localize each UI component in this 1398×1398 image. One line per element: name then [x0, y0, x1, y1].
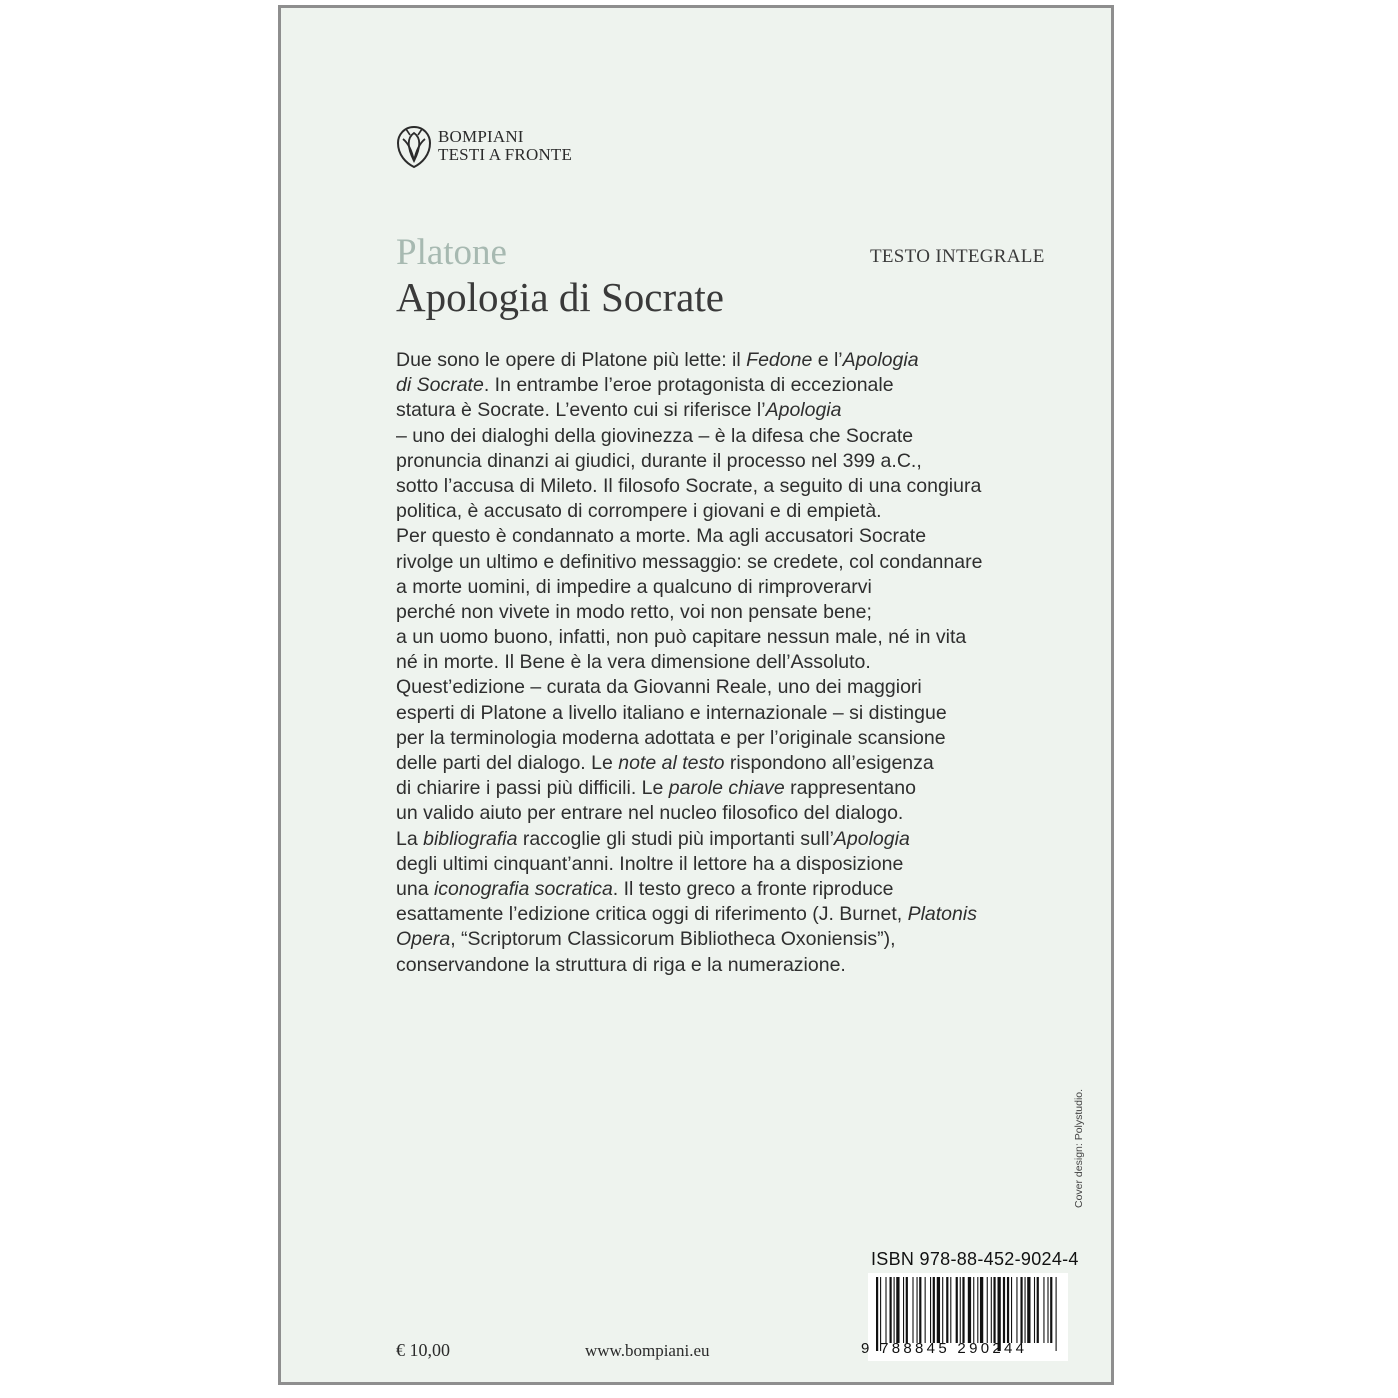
blurb-text-segment: Per questo è condannato a morte. Ma agli accusatori Socrate — [396, 525, 927, 548]
publisher-website: www.bompiani.eu — [585, 1341, 710, 1360]
blurb-text — [396, 348, 1036, 978]
barcode-bar — [894, 1277, 895, 1343]
blurb-text-segment: raccoglie gli studi più importanti sull’ — [517, 827, 834, 850]
blurb-line — [396, 701, 1036, 726]
blurb-text-segment: esattamente l’edizione critica oggi di riferimento (J. Burnet, — [396, 903, 908, 926]
blurb-italic-text: iconografia socratica — [433, 877, 613, 900]
blurb-line — [396, 524, 1036, 549]
barcode-bar — [950, 1277, 951, 1343]
blurb-italic-text: Fedone — [746, 349, 813, 371]
barcode-bar — [1027, 1277, 1030, 1343]
barcode-bar — [1016, 1277, 1017, 1343]
blurb-line — [396, 550, 1036, 575]
blurb-text-segment: di chiarire i passi più difficili. Le — [396, 777, 669, 800]
barcode-bar — [937, 1277, 940, 1343]
blurb-text-segment: una — [396, 877, 434, 900]
barcode-bar — [885, 1277, 886, 1343]
blurb-text-segment: perché non vivete in modo retto, voi non pensate bene; — [396, 600, 872, 623]
barcode-bar — [1043, 1277, 1044, 1343]
series-line-1: BOMPIANI — [438, 127, 524, 146]
blurb-text-segment: e l’ — [812, 349, 843, 371]
blurb-text-segment: delle parti del dialogo. Le — [396, 752, 619, 774]
blurb-text-segment: conservandone la struttura di riga e la numerazione. — [396, 953, 846, 976]
blurb-line — [396, 625, 1036, 650]
barcode-bar — [968, 1277, 971, 1343]
barcode-bar — [942, 1277, 943, 1343]
blurb-line — [396, 877, 1036, 902]
barcode-bar — [1025, 1277, 1026, 1343]
barcode-bar — [1011, 1277, 1012, 1343]
blurb-text-segment: politica, è accusato di corrompere i giovani e di empietà. — [396, 500, 882, 523]
blurb-line — [396, 600, 1036, 625]
barcode-bar — [977, 1277, 978, 1343]
blurb-italic-text: di Socrate — [396, 374, 484, 397]
blurb-line — [396, 953, 1036, 978]
blurb-line — [396, 499, 1036, 524]
blurb-text-segment: Due sono le opere di Platone più lette: il — [396, 349, 747, 371]
blurb-italic-text: Apologia — [833, 827, 910, 850]
blurb-text-segment: rispondono all’esigenza — [724, 752, 934, 774]
barcode-bar — [917, 1277, 918, 1343]
barcode-bar — [973, 1277, 974, 1343]
barcode-bar — [962, 1277, 964, 1343]
book-title: Apologia di Socrate — [396, 274, 724, 320]
blurb-text-segment: per la terminologia moderna adottata e per l’originale scansione — [396, 726, 946, 749]
price: € 10,00 — [396, 1340, 450, 1360]
barcode-bar — [960, 1277, 961, 1343]
blurb-line — [396, 348, 1036, 373]
blurb-italic-text: note al testo — [618, 752, 725, 774]
blurb-line — [396, 902, 1036, 927]
barcode-bar — [925, 1277, 926, 1343]
barcode-bar — [1050, 1277, 1052, 1343]
barcode-bar — [1007, 1277, 1009, 1343]
barcode-bar — [903, 1277, 904, 1343]
blurb-line — [396, 650, 1036, 675]
blurb-line — [396, 398, 1036, 423]
bompiani-logo-icon — [394, 121, 434, 171]
blurb-text-segment: degli ultimi cinquant’anni. Inoltre il lettore ha a disposizione — [396, 852, 904, 875]
blurb-line — [396, 675, 1036, 700]
blurb-text-segment: rappresentano — [784, 777, 916, 800]
blurb-line — [396, 852, 1036, 877]
series-line-2: TESTI A FRONTE — [438, 145, 573, 164]
blurb-text-segment: . In entrambe l’eroe protagonista di eccezionale — [483, 374, 894, 397]
barcode-bar — [1047, 1277, 1048, 1343]
blurb-text-segment: statura è Socrate. L’evento cui si riferisce l’ — [396, 399, 766, 422]
blurb-line — [396, 575, 1036, 600]
blurb-line — [396, 751, 1036, 776]
blurb-text-segment: pronuncia dinanzi ai giudici, durante il processo nel 399 a.C., — [396, 449, 922, 472]
blurb-italic-text: Opera — [396, 928, 451, 951]
blurb-italic-text: Platonis — [907, 903, 977, 926]
blurb-text-segment: sotto l’accusa di Mileto. Il filosofo Socrate, a seguito di una congiura — [396, 474, 982, 497]
blurb-italic-text: Apologia — [765, 399, 842, 422]
barcode-bar — [906, 1277, 908, 1343]
barcode-bar — [896, 1277, 899, 1343]
barcode-bar — [993, 1277, 995, 1343]
barcode-bar — [1020, 1277, 1022, 1343]
blurb-line — [396, 801, 1036, 826]
book-author: Platone — [396, 232, 507, 273]
blurb-text-segment: rivolge un ultimo e definitivo messaggio: se credete, col condannare — [396, 550, 983, 573]
blurb-line — [396, 827, 1036, 852]
isbn-label: ISBN 978-88-452-9024-4 — [871, 1249, 1079, 1269]
cover-design-credit: Cover design: Polystudio. — [1073, 1088, 1085, 1208]
blurb-line — [396, 373, 1036, 398]
blurb-text-segment: La — [396, 827, 424, 850]
blurb-text-segment: a morte uomini, di impedire a qualcuno di rimproverarvi — [396, 575, 872, 598]
barcode-bar — [933, 1277, 935, 1343]
blurb-italic-text: bibliografia — [423, 827, 518, 850]
blurb-line — [396, 776, 1036, 801]
series-name — [438, 128, 572, 164]
barcode-bar — [890, 1277, 892, 1343]
blurb-italic-text: Apologia — [842, 349, 919, 371]
barcode-bar — [956, 1277, 958, 1343]
blurb-italic-text: parole chiave — [668, 777, 785, 800]
barcode-bar — [980, 1277, 983, 1343]
blurb-line — [396, 474, 1036, 499]
barcode-bar — [919, 1277, 921, 1343]
book-back-cover — [278, 5, 1114, 1385]
blurb-line — [396, 726, 1036, 751]
barcode-bar — [991, 1277, 992, 1343]
barcode-bar — [1037, 1277, 1039, 1343]
blurb-text-segment: . Il testo greco a fronte riproduce — [612, 877, 894, 900]
barcode-bar — [1056, 1277, 1057, 1351]
blurb-text-segment: un valido aiuto per entrare nel nucleo filosofico del dialogo. — [396, 802, 904, 825]
blurb-text-segment: né in morte. Il Bene è la vera dimensione dell’Assoluto. — [396, 651, 871, 674]
blurb-text-segment: – uno dei dialoghi della giovinezza – è la difesa che Socrate — [396, 424, 914, 447]
blurb-text-segment: a un uomo buono, infatti, non può capitare nessun male, né in vita — [396, 626, 967, 649]
blurb-text-segment: , “Scriptorum Classicorum Bibliotheca Oxoniensis”), — [450, 928, 896, 951]
barcode-bar — [930, 1277, 931, 1343]
barcode-digits: 9 788845 290244 — [861, 1340, 1028, 1357]
barcode-bar — [1034, 1277, 1035, 1343]
blurb-text-segment: Quest’edizione – curata da Giovanni Reale, uno dei maggiori — [396, 676, 922, 699]
blurb-line — [396, 449, 1036, 474]
blurb-text-segment: esperti di Platone a livello italiano e internazionale – si distingue — [396, 701, 947, 724]
barcode-bar — [912, 1277, 913, 1343]
barcode-bar — [1003, 1277, 1005, 1343]
blurb-line — [396, 424, 1036, 449]
blurb-line — [396, 927, 1036, 952]
barcode-bar — [946, 1277, 948, 1343]
barcode-bar — [987, 1277, 988, 1343]
edition-note: TESTO INTEGRALE — [870, 246, 1045, 267]
